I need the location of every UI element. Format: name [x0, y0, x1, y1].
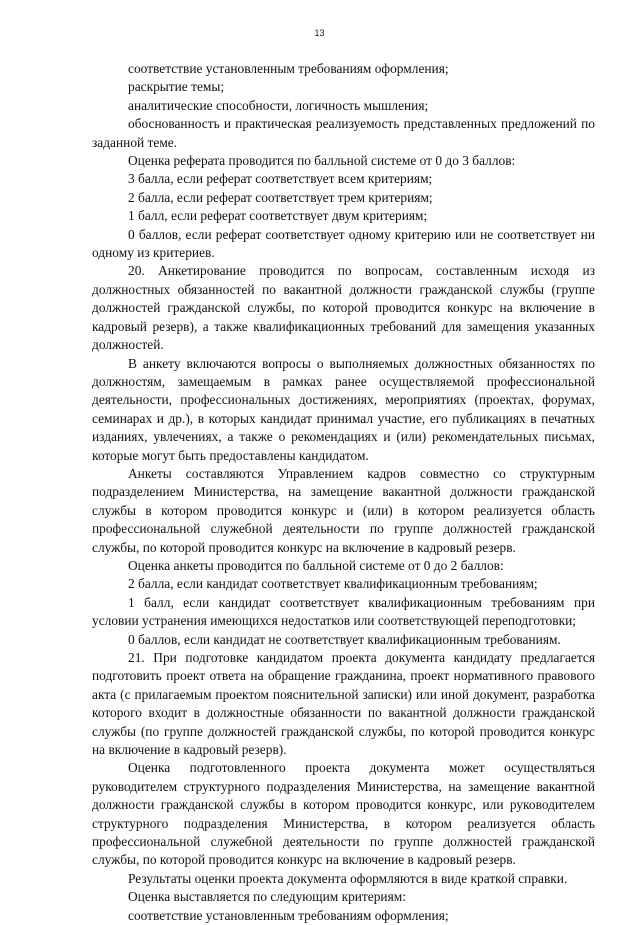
paragraph: соответствие установленным требованиям оформления;: [128, 61, 449, 76]
page-number: 13: [314, 28, 325, 38]
paragraph: 21. При подготовке кандидатом проекта документа кандидату предлагается подготовить проект ответа на обращение гражданина, проект нормативного правового акта (с прилагаемым проектом пояснительной записки) или иной документ, разработка которого входит в должностные обязанности по вакантной должности гражданской службы (по группе должностей гражданской службы, по которой проводится конкурс на включение в кадровый резерв).: [92, 650, 595, 758]
paragraph: 2 балла, если реферат соответствует трем критериям;: [128, 189, 433, 205]
paragraph: раскрытие темы;: [128, 79, 225, 95]
document-body: [92, 60, 595, 925]
paragraph: Оценка подготовленного проекта документа может осуществляться руководителем структурного подразделения Министерства, на замещение вакантной должности гражданской службы в котором проводится конкурс, или руководителем структурного подразделения Министерства, в котором реализуется область профессиональной служебной деятельности по группе должностей гражданской службы, по которой проводится конкурс на включение в кадровый резерв.: [92, 760, 595, 868]
paragraph: Оценка выставляется по следующим критериям:: [128, 889, 406, 905]
paragraph: Оценка реферата проводится по балльной системе от 0 до 3 баллов:: [128, 153, 516, 169]
paragraph: Результаты оценки проекта документа оформляются в виде краткой справки.: [128, 870, 568, 886]
paragraph: 20. Анкетирование проводится по вопросам, составленным исходя из должностных обязанностей по вакантной должности гражданской службы (группе должностей гражданской службы, по которой проводится конкурс на включение в кадровый резерв), а также квалификационных требований для замещения указанных должностей.: [92, 263, 595, 353]
paragraph: Оценка анкеты проводится по балльной системе от 0 до 2 баллов:: [128, 557, 504, 573]
paragraph: В анкету включаются вопросы о выполняемых должностных обязанностях по должностям, замещаемым в рамках ранее осуществляемой профессиональной деятельности, профессиональных достижениях, мероприятиях (проектах, форумах, семинарах и др.), в которых кандидат принимал участие, его публикациях в печатных изданиях, увлечениях, а также о рекомендациях и (или) рекомендательных письмах, которые могут быть предоставлены кандидатом.: [92, 355, 595, 463]
paragraph: 0 баллов, если реферат соответствует одному критерию или не соответствует ни одному из критериев.: [92, 226, 595, 261]
paragraph: 2 балла, если кандидат соответствует квалификационным требованиям;: [128, 576, 538, 592]
paragraph: обоснованность и практическая реализуемость представленных предложений по заданной теме.: [92, 116, 595, 150]
paragraph: 3 балла, если реферат соответствует всем критериям;: [128, 171, 433, 187]
paragraph: соответствие установленным требованиям оформления;: [128, 907, 449, 923]
paragraph: 1 балл, если кандидат соответствует квалификационным требованиям при условии устранения имеющихся недостатков или соответствующей переподготовки;: [92, 594, 595, 629]
paragraph: 0 баллов, если кандидат не соответствует квалификационным требованиям.: [128, 631, 561, 647]
paragraph: Анкеты составляются Управлением кадров совместно со структурным подразделением Министерства, на замещение вакантной должности гражданской службы в котором проводится конкурс и (или) в котором реализуется область профессиональной служебной деятельности по группе должностей гражданской службы, по которой проводится конкурс на включение в кадровый резерв.: [92, 465, 595, 555]
paragraph: 1 балл, если реферат соответствует двум критериям;: [128, 208, 428, 224]
paragraph: аналитические способности, логичность мышления;: [128, 97, 429, 113]
